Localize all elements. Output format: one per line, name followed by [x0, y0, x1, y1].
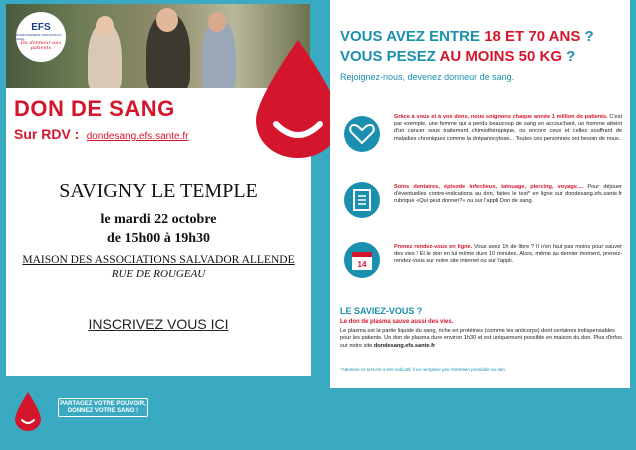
efs-tagline: Du donneur aux patients	[20, 40, 62, 51]
event-street: RUE DE ROUGEAU	[111, 268, 206, 280]
efs-logo	[16, 12, 66, 62]
calendar-icon	[344, 242, 380, 278]
info-panel	[330, 0, 632, 388]
event-venue: MAISON DES ASSOCIATIONS SALVADOR ALLENDE	[22, 254, 295, 266]
info-paragraph-3-lead: Prenez rendez-vous en ligne.	[394, 244, 473, 250]
bottom-strip	[330, 388, 636, 450]
footnote: *Attention ce test est à titre indicatif, il ne remplace pas l'entretien préalable au don.	[340, 367, 506, 372]
info-paragraph-3-body: Vous avez 1h de libre ? Il n'en faut pas moins pour sauver des vies ! Et le don en lui même dure 10 minutes. Alors, même au dernier moment, prenez-rendez-vous sur notre site internet ou sur l'appli.	[394, 244, 622, 265]
small-blood-drop-icon	[14, 392, 42, 432]
register-link[interactable]: INSCRIVEZ VOUS ICI	[88, 316, 229, 332]
share-line-1: PARTAGEZ VOTRE POUVOIR,	[60, 401, 146, 407]
event-time: de 15h00 à 19h30	[106, 231, 211, 246]
rdv-label: Sur RDV :	[14, 126, 80, 142]
checklist-icon	[344, 182, 380, 218]
weight-heading-post: ?	[562, 48, 576, 65]
info-paragraph-1-body: C'est par exemple, une femme qui a perdu beaucoup de sang en accouchant, un homme atteint d'un cancer sous traitement chimiothérapique, ou encore ceux et celles souffrant de maladies chroniques comme la drépanocytose... Toutes ces personnes ont besoin de nous.	[394, 114, 622, 142]
plasma-body	[340, 328, 624, 350]
age-heading-range: 18 ET 70 ANS	[484, 28, 581, 45]
weight-heading	[340, 48, 575, 65]
info-paragraph-2-body: Pour déjouer d'éventuelles contre-indications au don, faites le test* en ligne sur dondesang.efs.sante.fr rubrique «Qui peut donner?» ou sur l'appli Don de sang.	[394, 184, 622, 205]
join-text: Rejoignez-nous, devenez donneur de sang.	[340, 72, 515, 82]
info-paragraph-2	[394, 184, 622, 206]
right-edge-strip	[630, 0, 636, 450]
info-paragraph-1-lead: Grâce à vous et à vos dons, nous soignons chaque année 1 million de patients.	[394, 114, 608, 120]
weight-heading-pre: VOUS PESEZ	[340, 48, 440, 65]
plasma-body-text: Le plasma est la partie liquide du sang, riche en protéines (comme les anticorps) dont certaines indispensables pour les patients. Un don de plasma dure environ 1h30 et est uniquement possible en maison du don. Plus d'infos sur notre site	[340, 328, 622, 349]
age-heading	[340, 28, 594, 45]
calendar-number: 14	[357, 260, 367, 269]
plasma-link[interactable]: dondesang.efs.sante.fr	[373, 342, 436, 349]
efs-brand: EFS	[31, 22, 51, 33]
age-heading-pre: VOUS AVEZ ENTRE	[340, 28, 485, 45]
share-badge	[58, 398, 148, 417]
flyer-title: DON DE SANG	[14, 96, 175, 121]
info-paragraph-3	[394, 244, 622, 266]
rdv-line	[14, 126, 188, 142]
right-flyer	[330, 0, 636, 450]
info-paragraph-1	[394, 114, 622, 143]
info-paragraph-2-lead: Soins dentaires, épisode infectieux, tatouage, piercing, voyage....	[394, 184, 584, 190]
weight-heading-value: AU MOINS 50 KG	[439, 48, 563, 65]
age-heading-post: ?	[580, 28, 594, 45]
efs-subtitle: ÉTABLISSEMENT FRANÇAIS DU SANG	[16, 33, 62, 41]
event-city: SAVIGNY LE TEMPLE	[59, 180, 258, 202]
plasma-title: Le don de plasma sauve aussi des vies.	[340, 319, 454, 325]
share-line-2: DONNEZ VOTRE SANG !	[67, 408, 139, 414]
event-date: le mardi 22 octobre	[100, 212, 217, 227]
hands-heart-icon	[344, 116, 380, 152]
rdv-link[interactable]: dondesang.efs.sante.fr	[86, 131, 189, 142]
did-you-know-heading: LE SAVIEZ-VOUS ?	[340, 306, 423, 316]
